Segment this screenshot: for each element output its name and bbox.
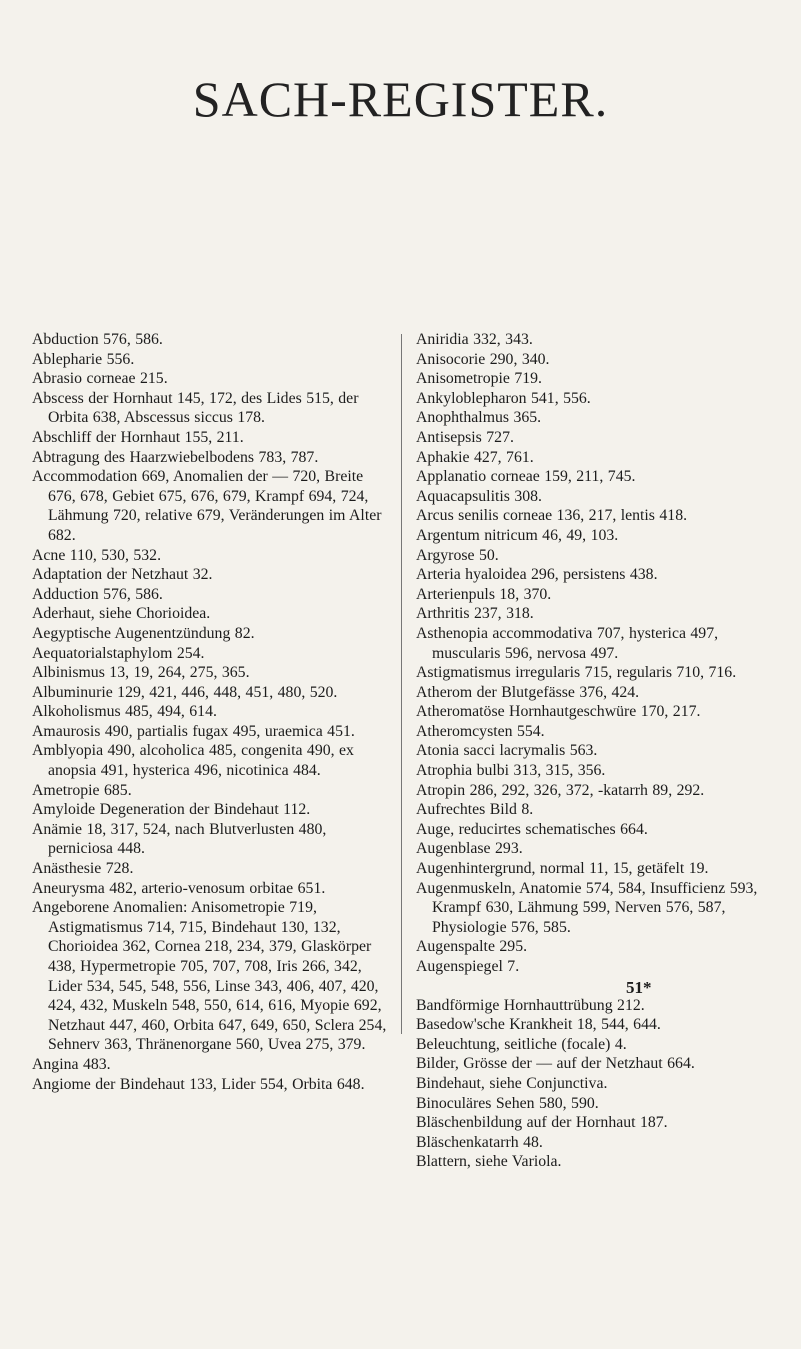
index-entry: Applanatio corneae 159, 211, 745. [416,468,636,486]
index-entry: Augenhintergrund, normal 11, 15, getäfelt 19. [416,860,709,878]
index-entry: Asthenopia accommodativa 707, hysterica 497, muscularis 596, nervosa 497. [416,624,719,662]
index-entry: Augenspiegel 7. [416,958,520,975]
index-entry: Astigmatismus irregularis 715, regularis 710, 716. [416,664,737,682]
index-entry: Aufrechtes Bild 8. [416,801,534,819]
index-entry: Anisocorie 290, 340. [416,350,550,368]
index-entry: Argentum nitricum 46, 49, 103. [416,526,619,544]
index-entry: Antisepsis 727. [416,428,514,446]
index-entry: Ankyloblepharon 541, 556. [416,389,591,407]
index-entry: Ablepharie 556. [32,350,135,368]
index-entry: Basedow'sche Krankheit 18, 544, 644. [416,1016,661,1034]
index-entry: Atheromcysten 554. [416,722,545,740]
index-entry: Arterienpuls 18, 370. [416,585,552,603]
index-entry: Aphakie 427, 761. [416,448,534,466]
index-entry: Arthritis 237, 318. [416,605,534,623]
index-entry: Amaurosis 490, partialis fugax 495, uraemica 451. [32,722,355,740]
index-section-a [416,330,786,977]
index-entry: Angina 483. [32,1055,111,1073]
index-entry: Augenmuskeln, Anatomie 574, 584, Insufficienz 593, Krampf 630, Lähmung 599, Nerven 576, 587, Physiologie 576, 585. [416,879,758,936]
index-entry: Anisometropie 719. [416,370,542,388]
index-entry: Binoculäres Sehen 580, 590. [416,1094,599,1112]
index-entry: Anophthalmus 365. [416,409,542,427]
index-entry: Adaptation der Netzhaut 32. [32,566,213,584]
index-entry: Bläschenkatarrh 48. [416,1133,543,1151]
column-divider [401,334,402,1034]
index-entry: Arteria hyaloidea 296, persistens 438. [416,566,658,584]
index-column-left [32,330,392,1094]
index-entry: Atrophia bulbi 313, 315, 356. [416,762,606,780]
index-entry: Abtragung des Haarzwiebelbodens 783, 787. [32,448,319,466]
index-entry: Atherom der Blutgefässe 376, 424. [416,683,640,701]
index-entry: Bandförmige Hornhauttrübung 212. [416,996,645,1014]
index-entry: Auge, reducirtes schematisches 664. [416,820,648,838]
index-entry: Aneurysma 482, arterio-venosum orbitae 651. [32,879,326,897]
page-signature: 51* [626,978,652,997]
index-entry: Aquacapsulitis 308. [416,487,542,505]
index-entry: Augenspalte 295. [416,938,528,956]
index-entry: Adduction 576, 586. [32,585,163,603]
index-entry: Abschliff der Hornhaut 155, 211. [32,428,244,446]
index-entry: Anämie 18, 317, 524, nach Blutverlusten 480, perniciosa 448. [32,820,327,858]
index-section-b [416,996,786,1172]
section-gap [416,977,786,996]
index-entry: Abrasio corneae 215. [32,370,168,388]
index-entry: Alkoholismus 485, 494, 614. [32,703,217,721]
index-entry: Amyloide Degeneration der Bindehaut 112. [32,801,311,819]
index-entry: Bilder, Grösse der — auf der Netzhaut 664. [416,1055,695,1073]
index-entry: Anästhesie 728. [32,860,134,878]
index-entry: Acne 110, 530, 532. [32,546,162,564]
index-entry: Aderhaut, siehe Chorioidea. [32,605,211,623]
index-entry: Aegyptische Augenentzündung 82. [32,624,255,642]
index-entry: Augenblase 293. [416,840,523,858]
index-entry: Arcus senilis corneae 136, 217, lentis 418. [416,507,688,525]
index-entry: Angiome der Bindehaut 133, Lider 554, Orbita 648. [32,1075,365,1093]
index-entry: Abscess der Hornhaut 145, 172, des Lides 515, der Orbita 638, Abscessus siccus 178. [32,389,359,427]
index-entry: Aequatorialstaphylom 254. [32,644,205,662]
index-entry: Atonia sacci lacrymalis 563. [416,742,598,760]
index-entry: Aniridia 332, 343. [416,331,533,348]
index-entry: Albinismus 13, 19, 264, 275, 365. [32,664,250,682]
page-title: SACH-REGISTER. [192,71,609,127]
index-entry: Abduction 576, 586. [32,331,163,348]
index-entry: Atropin 286, 292, 326, 372, -katarrh 89, 292. [416,781,705,799]
index-entry: Beleuchtung, seitliche (focale) 4. [416,1035,627,1053]
index-entry: Atheromatöse Hornhautgeschwüre 170, 217. [416,703,701,721]
index-entry: Amblyopia 490, alcoholica 485, congenita 490, ex anopsia 491, hysterica 496, nicotinica 484. [32,742,354,780]
index-entry: Albuminurie 129, 421, 446, 448, 451, 480, 520. [32,683,338,701]
index-entry: Ametropie 685. [32,781,132,799]
index-entry: Argyrose 50. [416,546,499,564]
index-entry: Bindehaut, siehe Conjunctiva. [416,1074,608,1092]
index-entry: Bläschenbildung auf der Hornhaut 187. [416,1114,668,1132]
index-column-right [416,330,786,1172]
index-entry: Accommodation 669, Anomalien der — 720, Breite 676, 678, Gebiet 675, 676, 679, Krampf 694, 724, Lähmung 720, relative 679, Veränderungen im Alter 682. [32,468,382,544]
index-entry: Blattern, siehe Variola. [416,1153,562,1171]
index-entry: Angeborene Anomalien: Anisometropie 719, Astigmatismus 714, 715, Bindehaut 130, 132, Chorioidea 362, Cornea 218, 234, 379, Glaskörper 438, Hypermetropie 705, 707, 708, Iris 266, 342, Lider 534, 545, 548, 556, Linse 343, 406, 407, 420, 424, 432, Muskeln 548, 550, 614, 616, Myopie 692, Netzhaut 447, 460, Orbita 647, 649, 650, Sclera 254, Sehnerv 363, Thränenorgane 560, Uvea 275, 379. [32,899,387,1054]
